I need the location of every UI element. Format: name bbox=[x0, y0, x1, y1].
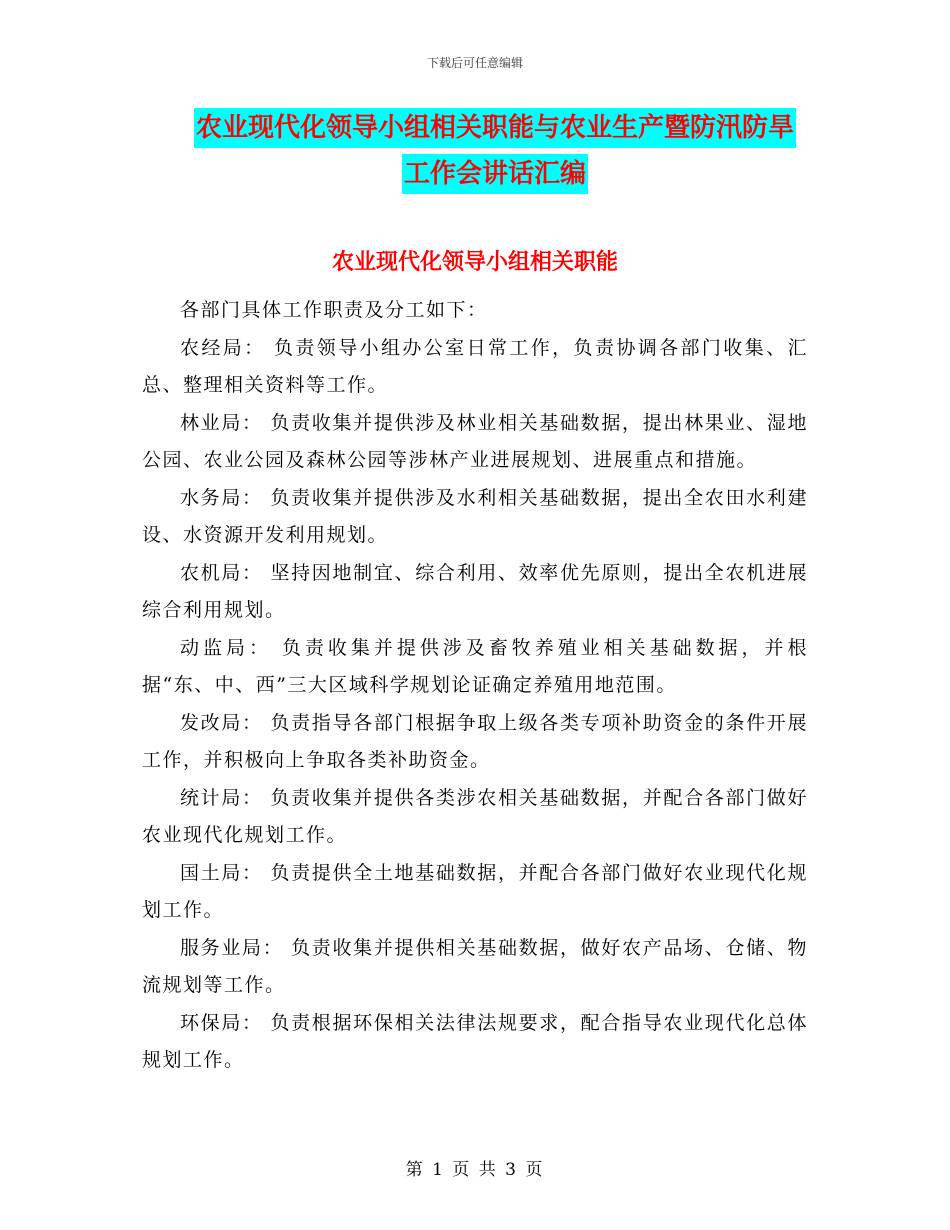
document-body bbox=[142, 292, 808, 1080]
paragraph-linye: 林业局： 负责收集并提供涉及林业相关基础数据，提出林果业、湿地公园、农业公园及森林公园等涉林产业进展规划、进展重点和措施。 bbox=[142, 411, 808, 471]
title-line-2: 工作会讲话汇编 bbox=[402, 154, 588, 194]
paragraph-shuiwu: 水务局： 负责收集并提供涉及水利相关基础数据，提出全农田水利建设、水资源开发利用规划。 bbox=[142, 486, 808, 546]
page-number: 第 1 页 共 3 页 bbox=[405, 1160, 545, 1180]
paragraph-nongji: 农机局： 坚持因地制宜、综合利用、效率优先原则，提出全农机进展综合利用规划。 bbox=[142, 561, 808, 621]
section-title: 农业现代化领导小组相关职能 bbox=[331, 250, 618, 275]
paragraph-dongjian: 动监局： 负责收集并提供涉及畜牧养殖业相关基础数据，并根据“东、中、西”三大区域科学规划论证确定养殖用地范围。 bbox=[142, 636, 808, 696]
paragraph-huanbao: 环保局： 负责根据环保相关法律法规要求，配合指导农业现代化总体规划工作。 bbox=[142, 1011, 808, 1071]
paragraph-fuwuye: 服务业局： 负责收集并提供相关基础数据，做好农产品场、仓储、物流规划等工作。 bbox=[142, 936, 808, 996]
paragraph-guotu: 国土局： 负责提供全土地基础数据，并配合各部门做好农业现代化规划工作。 bbox=[142, 861, 808, 921]
paragraph-tongji: 统计局： 负责收集并提供各类涉农相关基础数据，并配合各部门做好农业现代化规划工作。 bbox=[142, 786, 808, 846]
document-title bbox=[0, 108, 950, 194]
paragraph-fagai: 发改局： 负责指导各部门根据争取上级各类专项补助资金的条件开展工作，并积极向上争取各类补助资金。 bbox=[142, 711, 808, 771]
intro-paragraph: 各部门具体工作职责及分工如下： bbox=[180, 299, 488, 321]
paragraph-nongjing: 农经局： 负责领导小组办公室日常工作，负责协调各部门收集、汇总、整理相关资料等工作。 bbox=[142, 336, 808, 396]
header-note: 下载后可任意编辑 bbox=[426, 56, 523, 70]
title-line-1: 农业现代化领导小组相关职能与农业生产暨防汛防旱 bbox=[194, 108, 796, 148]
